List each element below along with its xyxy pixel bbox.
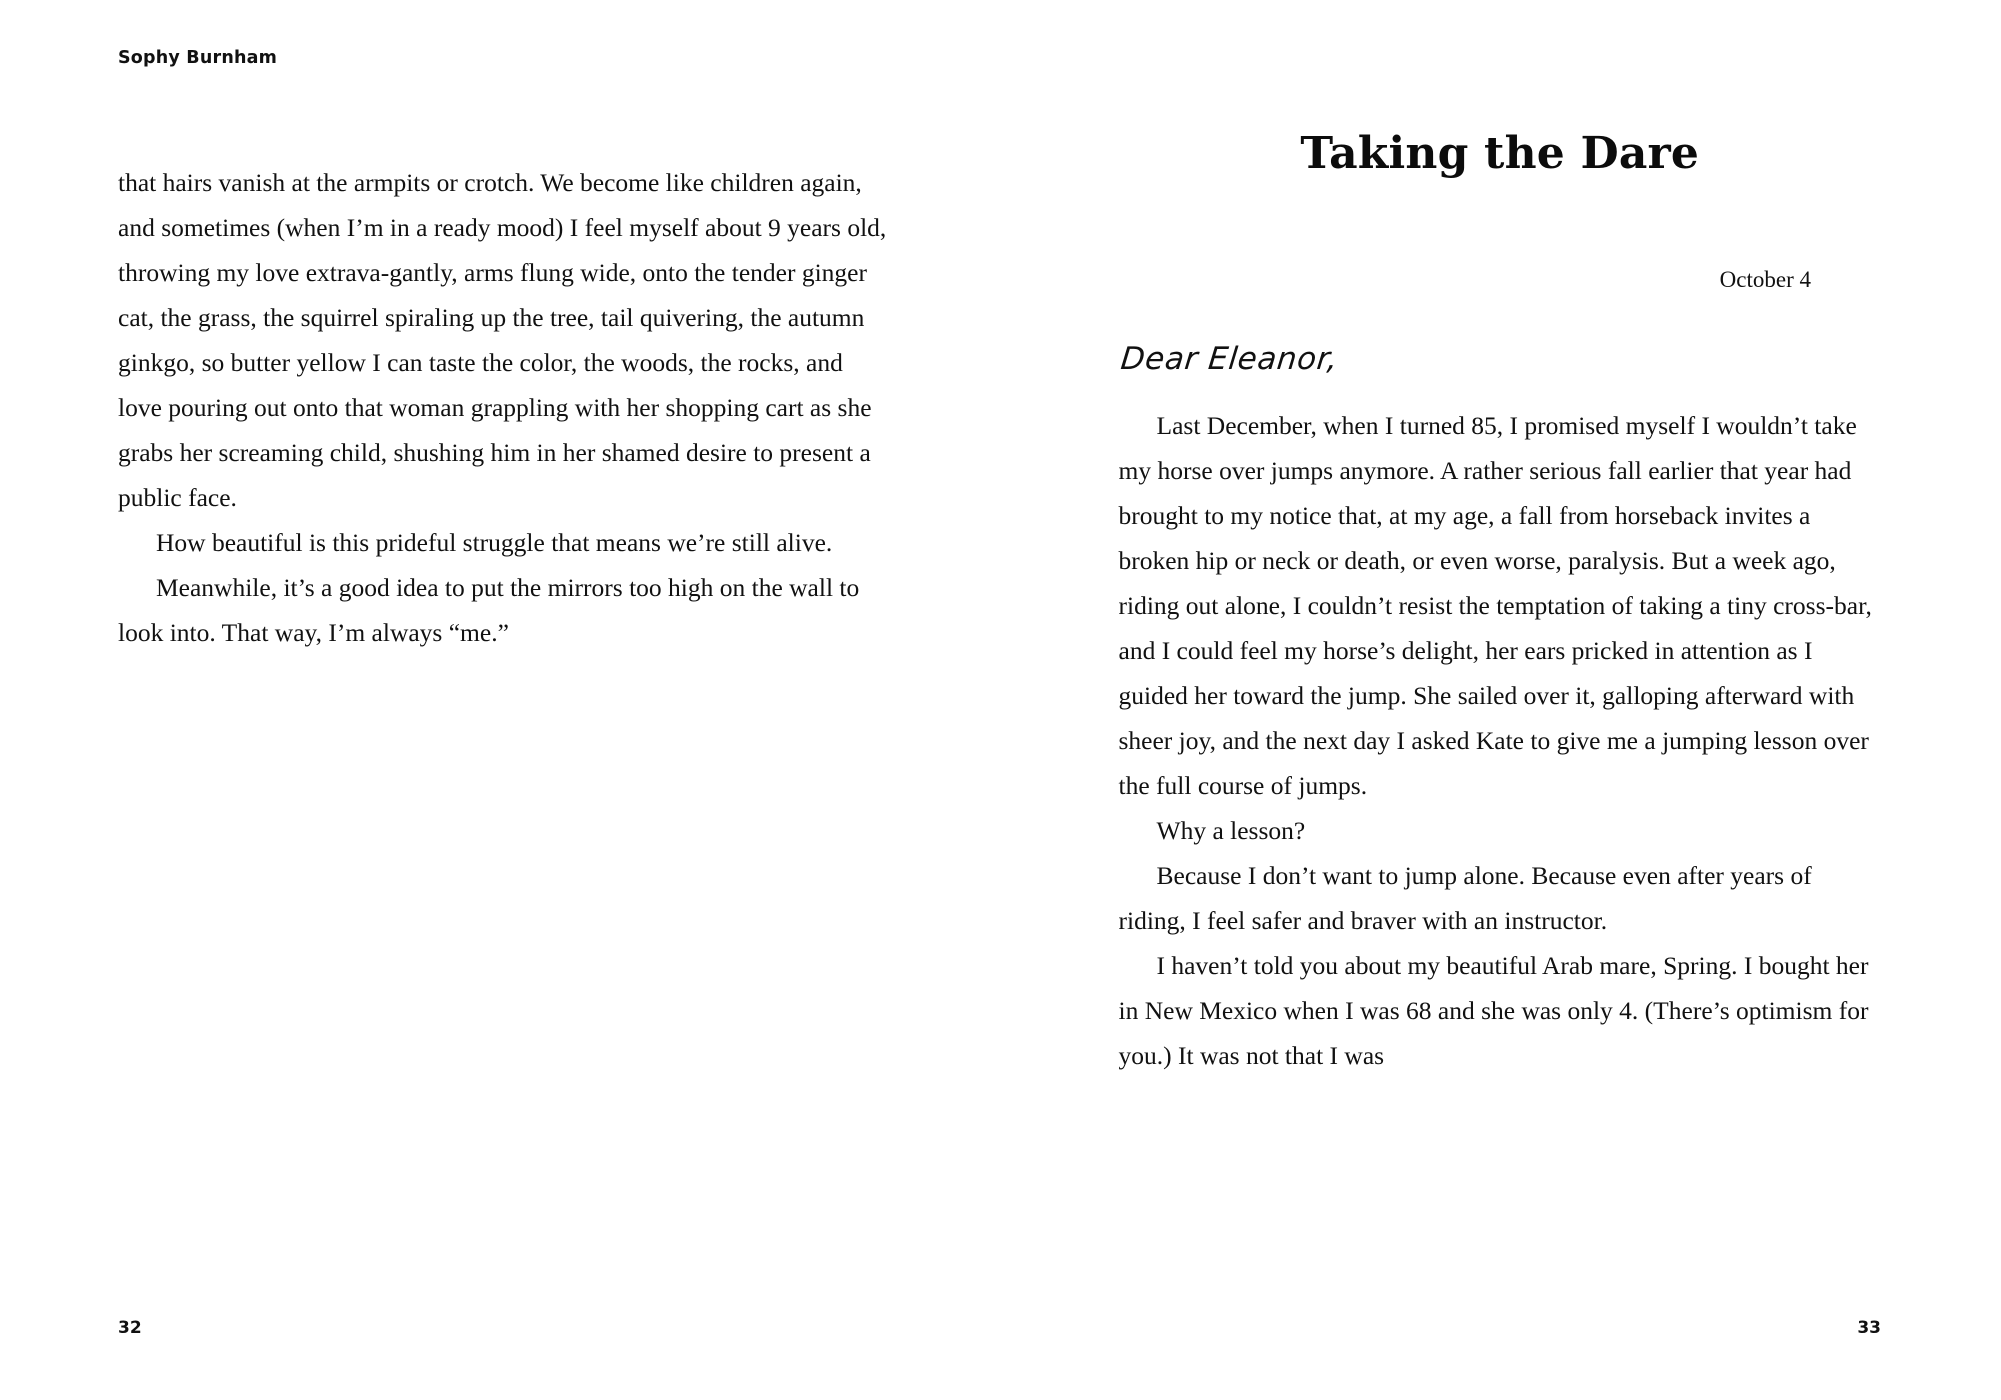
page-number-left: 32 bbox=[118, 1318, 142, 1338]
paragraph: Last December, when I turned 85, I promised myself I wouldn’t take my horse over jumps anymore. A rather serious fall earlier that year had brought to my notice that, at my age, a fall from horseback invites a broken hip or neck or death, or even worse, paralysis. But a week ago, riding out alone, I couldn’t resist the temptation of taking a tiny cross-bar, and I could feel my horse’s delight, her ears pricked in attention as I guided her toward the jump. She sailed over it, galloping afterward with sheer joy, and the next day I asked Kate to give me a jumping lesson over the full course of jumps. bbox=[1118, 411, 1872, 800]
paragraph: Why a lesson? bbox=[1156, 816, 1306, 845]
paragraph: How beautiful is this prideful struggle that means we’re still alive. bbox=[156, 528, 833, 557]
paragraph: Meanwhile, it’s a good idea to put the mirrors too high on the wall to look into. That way, I’m always “me.” bbox=[118, 573, 860, 647]
letter-salutation: Dear Eleanor, bbox=[1118, 341, 1340, 377]
right-page bbox=[1001, 0, 2001, 1400]
paragraph: Because I don’t want to jump alone. Because even after years of riding, I feel safer and braver with an instructor. bbox=[1118, 861, 1812, 935]
right-page-body bbox=[1119, 403, 1882, 1078]
salutation-wrapper bbox=[1119, 293, 1882, 377]
left-page-body bbox=[118, 160, 891, 655]
chapter-title: Taking the Dare bbox=[1300, 128, 1700, 179]
letter-date: October 4 bbox=[1719, 267, 1811, 292]
paragraph: I haven’t told you about my beautiful Arab mare, Spring. I bought her in New Mexico when I was 68 and she was only 4. (There’s optimism for you.) It was not that I was bbox=[1118, 951, 1869, 1070]
page-number-right: 33 bbox=[1857, 1318, 1881, 1338]
running-head: Sophy Burnham bbox=[118, 48, 278, 68]
paragraph: that hairs vanish at the armpits or crotch. We become like children again, and sometimes (when I’m in a ready mood) I feel myself about 9 years old, throwing my love extrava-gantly, arms flung wide, onto the tender ginger cat, the grass, the squirrel spiraling up the tree, tail quivering, the autumn ginkgo, so butter yellow I can taste the color, the woods, the rocks, and love pouring out onto that woman grappling with her shopping cart as she grabs her screaming child, shushing him in her shamed desire to present a public face. bbox=[118, 168, 887, 512]
